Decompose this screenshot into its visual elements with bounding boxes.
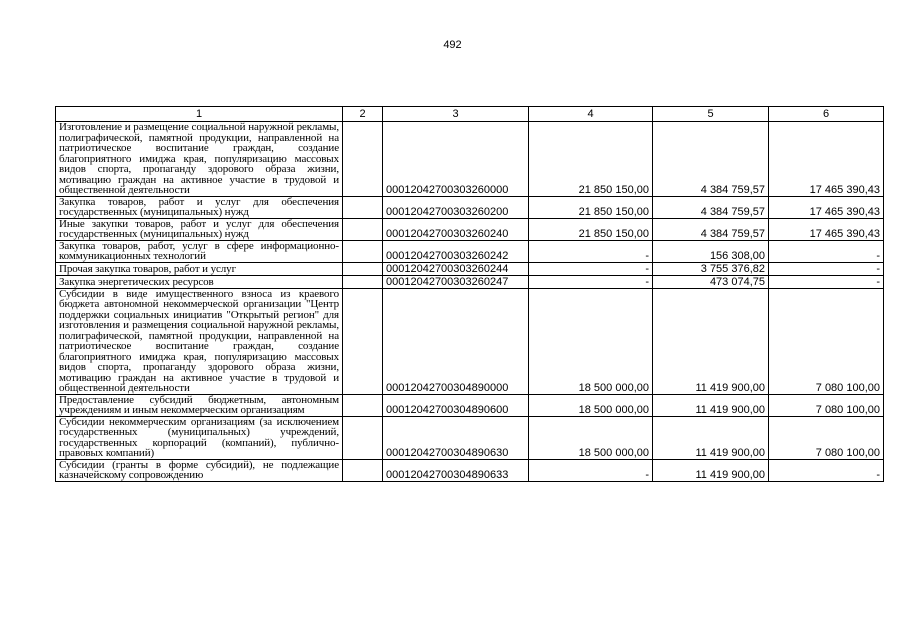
- page-number: 492: [443, 39, 462, 51]
- row-col5: 4 384 759,57: [653, 122, 769, 197]
- row-col2: [343, 394, 383, 416]
- row-col6: 7 080 100,00: [769, 394, 884, 416]
- column-header-6: 6: [769, 107, 884, 122]
- row-col4: -: [529, 240, 653, 262]
- row-code: 00012042700303260240: [383, 218, 529, 240]
- row-col5: 11 419 900,00: [653, 288, 769, 394]
- row-col6: 7 080 100,00: [769, 416, 884, 459]
- row-col6: 7 080 100,00: [769, 288, 884, 394]
- row-col2: [343, 416, 383, 459]
- row-col4: -: [529, 459, 653, 481]
- row-col4: 18 500 000,00: [529, 394, 653, 416]
- row-description: Закупка товаров, работ, услуг в сфере информационно-коммуникационных технологий: [56, 240, 343, 262]
- row-code: 00012042700303260242: [383, 240, 529, 262]
- table-row: [56, 459, 884, 481]
- row-col5: 3 755 376,82: [653, 262, 769, 275]
- row-col2: [343, 275, 383, 288]
- table-row: [56, 394, 884, 416]
- table-row: [56, 218, 884, 240]
- table-row: [56, 416, 884, 459]
- row-col5: 473 074,75: [653, 275, 769, 288]
- row-col6: -: [769, 459, 884, 481]
- row-col4: 21 850 150,00: [529, 218, 653, 240]
- row-code: 00012042700304890600: [383, 394, 529, 416]
- column-header-5: 5: [653, 107, 769, 122]
- row-col4: 18 500 000,00: [529, 288, 653, 394]
- row-col6: -: [769, 262, 884, 275]
- table-header-row: [56, 107, 884, 122]
- row-col2: [343, 240, 383, 262]
- row-code: 00012042700304890633: [383, 459, 529, 481]
- row-col4: -: [529, 275, 653, 288]
- row-col4: 21 850 150,00: [529, 122, 653, 197]
- row-code: 00012042700303260247: [383, 275, 529, 288]
- row-col2: [343, 122, 383, 197]
- table-row: [56, 262, 884, 275]
- table-row: [56, 288, 884, 394]
- column-header-4: 4: [529, 107, 653, 122]
- row-description: Предоставление субсидий бюджетным, автономным учреждениям и иным некоммерческим организациям: [56, 394, 343, 416]
- row-col2: [343, 262, 383, 275]
- row-description: Прочая закупка товаров, работ и услуг: [56, 262, 343, 275]
- row-col2: [343, 218, 383, 240]
- row-col2: [343, 459, 383, 481]
- row-code: 00012042700303260000: [383, 122, 529, 197]
- row-col6: -: [769, 275, 884, 288]
- row-col2: [343, 288, 383, 394]
- column-header-3: 3: [383, 107, 529, 122]
- row-col5: 11 419 900,00: [653, 394, 769, 416]
- table-row: [56, 275, 884, 288]
- row-col5: 4 384 759,57: [653, 196, 769, 218]
- row-col5: 4 384 759,57: [653, 218, 769, 240]
- row-description: Субсидии в виде имущественного взноса из краевого бюджета автономной некоммерческой организации "Центр поддержки социальных инициатив "Открытый регион" для изготовления и размещения социальной наружной рекламы, полиграфической, памятной продукции, направленной на патриотическое воспитание граждан, создание благоприятного имиджа края, популяризацию массовых видов спорта, пропаганду здорового образа жизни, мотивацию граждан на активное участие в трудовой и общественной деятельности: [56, 288, 343, 394]
- row-col6: -: [769, 240, 884, 262]
- row-col5: 11 419 900,00: [653, 416, 769, 459]
- row-code: 00012042700304890000: [383, 288, 529, 394]
- row-col4: 18 500 000,00: [529, 416, 653, 459]
- row-col4: 21 850 150,00: [529, 196, 653, 218]
- row-description: Субсидии некоммерческим организациям (за исключением государственных (муниципальных) учреждений, государственных корпораций (компаний), публично-правовых компаний): [56, 416, 343, 459]
- row-col5: 156 308,00: [653, 240, 769, 262]
- row-code: 00012042700303260244: [383, 262, 529, 275]
- column-header-1: 1: [56, 107, 343, 122]
- row-col2: [343, 196, 383, 218]
- row-col5: 11 419 900,00: [653, 459, 769, 481]
- table-row: [56, 122, 884, 197]
- row-col6: 17 465 390,43: [769, 122, 884, 197]
- row-col4: -: [529, 262, 653, 275]
- row-code: 00012042700303260200: [383, 196, 529, 218]
- row-description: Закупка энергетических ресурсов: [56, 275, 343, 288]
- column-header-2: 2: [343, 107, 383, 122]
- table-row: [56, 240, 884, 262]
- row-description: Субсидии (гранты в форме субсидий), не подлежащие казначейскому сопровождению: [56, 459, 343, 481]
- row-description: Изготовление и размещение социальной наружной рекламы, полиграфической, памятной продукции, направленной на патриотическое воспитание граждан, создание благоприятного имиджа края, популяризацию массовых видов спорта, пропаганду здорового образа жизни, мотивацию граждан на активное участие в трудовой и общественной деятельности: [56, 122, 343, 197]
- budget-table: [55, 106, 884, 482]
- row-code: 00012042700304890630: [383, 416, 529, 459]
- table-row: [56, 196, 884, 218]
- row-description: Закупка товаров, работ и услуг для обеспечения государственных (муниципальных) нужд: [56, 196, 343, 218]
- row-col6: 17 465 390,43: [769, 196, 884, 218]
- row-col6: 17 465 390,43: [769, 218, 884, 240]
- row-description: Иные закупки товаров, работ и услуг для обеспечения государственных (муниципальных) нужд: [56, 218, 343, 240]
